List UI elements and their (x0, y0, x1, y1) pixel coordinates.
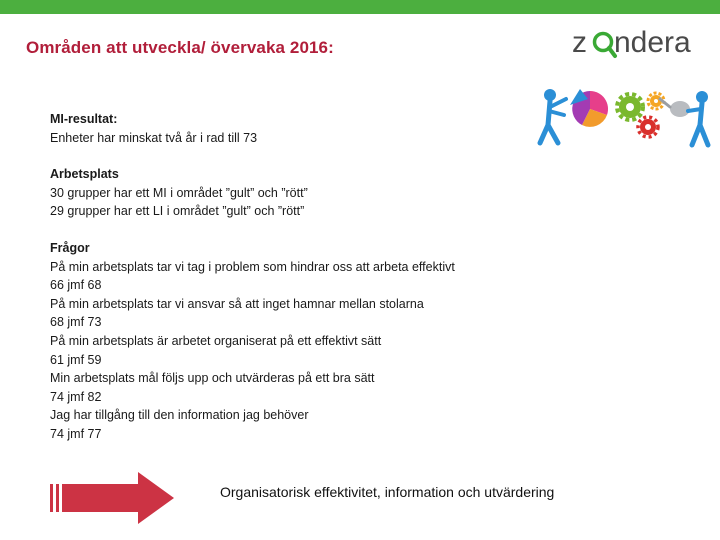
question-text: På min arbetsplats tar vi tag i problem som hindrar oss att arbeta effektivt (50, 259, 455, 274)
questions-heading: Frågor (50, 240, 90, 255)
question-text: Jag har tillgång till den information jag behöver (50, 408, 309, 423)
questions-section (50, 239, 530, 444)
workplace-section (50, 165, 530, 221)
question-score: 74 jmf 82 (50, 389, 102, 404)
workplace-line: 29 grupper har ett LI i området ”gult” och ”rött” (50, 204, 305, 219)
zondera-logo (570, 22, 700, 64)
svg-text:z: z (572, 26, 587, 59)
right-arrow-icon (48, 470, 178, 526)
teamwork-illustration (530, 85, 715, 155)
gear-red-icon (638, 117, 658, 137)
gear-green-icon (617, 94, 643, 120)
mi-result-heading: MI-resultat: (50, 112, 118, 126)
mi-result-section (50, 110, 530, 147)
question-text: På min arbetsplats är arbetet organiserat på ett effektivt sätt (50, 333, 382, 348)
stick-figure-right-icon (688, 91, 708, 145)
question-text: På min arbetsplats tar vi ansvar så att inget hamnar mellan stolarna (50, 296, 424, 311)
workplace-line: 30 grupper har ett MI i området ”gult” och ”rött” (50, 185, 308, 200)
question-text: Min arbetsplats mål följs upp och utvärderas på ett bra sätt (50, 371, 375, 386)
pie-chart-icon (570, 89, 608, 127)
top-accent-bar (0, 0, 720, 14)
stick-figure-left-icon (540, 89, 566, 143)
question-score: 68 jmf 73 (50, 315, 102, 330)
oil-can-icon (660, 99, 690, 117)
workplace-heading: Arbetsplats (50, 167, 119, 182)
question-score: 74 jmf 77 (50, 426, 102, 441)
svg-text:ndera: ndera (614, 26, 691, 59)
slide-title: Områden att utveckla/ övervaka 2016: (26, 38, 334, 57)
slide-content (50, 110, 530, 462)
footer-caption: Organisatorisk effektivitet, information och utvärdering (220, 484, 555, 500)
question-score: 66 jmf 68 (50, 278, 102, 293)
mi-result-line: Enheter har minskat två år i rad till 73 (50, 130, 258, 145)
question-score: 61 jmf 59 (50, 352, 102, 367)
